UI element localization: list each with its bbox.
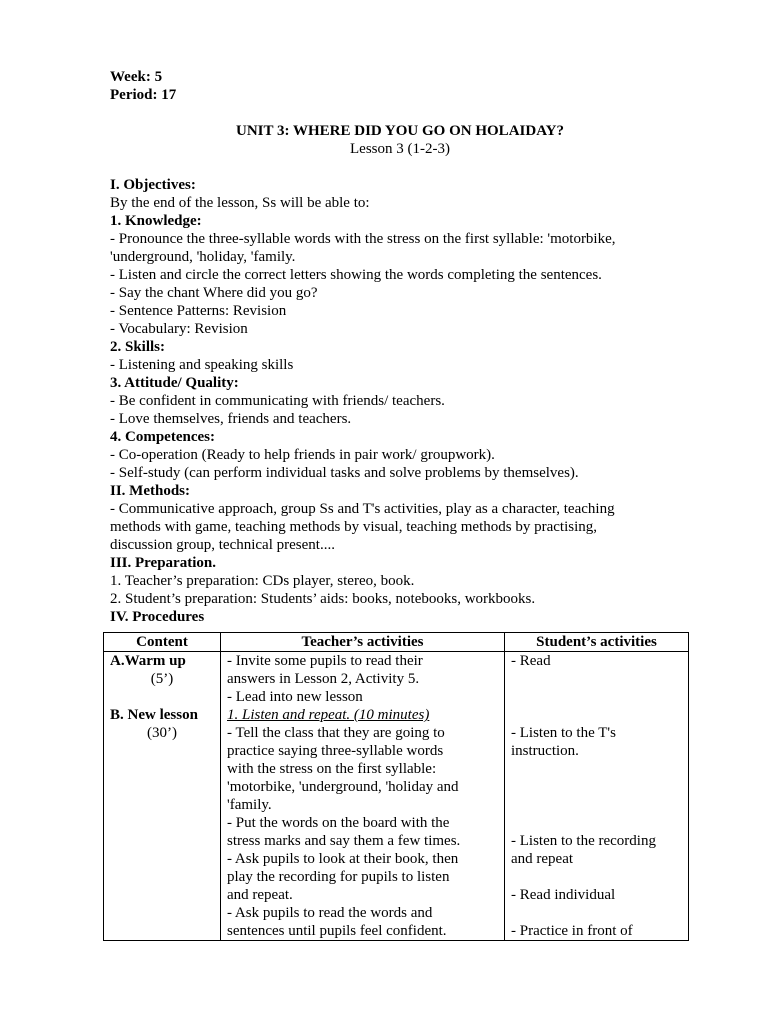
teacher-line: 'family. xyxy=(227,797,272,813)
newlesson-time: (30’) xyxy=(147,725,177,741)
methods-line: - Communicative approach, group Ss and T's activities, play as a character, teaching xyxy=(110,501,615,517)
teacher-line: - Ask pupils to look at their book, then xyxy=(227,851,459,867)
knowledge-heading: 1. Knowledge: xyxy=(110,213,202,229)
teacher-line: - Put the words on the board with the xyxy=(227,815,450,831)
teacher-line: play the recording for pupils to listen xyxy=(227,869,450,885)
column-header-student: Student’s activities xyxy=(505,633,689,652)
knowledge-item: - Say the chant Where did you go? xyxy=(110,285,318,301)
student-line xyxy=(511,706,682,724)
competences-heading: 4. Competences: xyxy=(110,429,215,445)
student-line: - Read individual xyxy=(511,887,616,903)
teacher-line: with the stress on the first syllable: xyxy=(227,761,437,777)
student-cell xyxy=(505,652,689,941)
knowledge-item: - Listen and circle the correct letters showing the words completing the sentences. xyxy=(110,267,602,283)
objectives-intro: By the end of the lesson, Ss will be able to: xyxy=(110,195,370,211)
attitude-item: - Be confident in communicating with friends/ teachers. xyxy=(110,393,445,409)
knowledge-item: - Sentence Patterns: Revision xyxy=(110,303,287,319)
warmup-label: A.Warm up xyxy=(110,653,186,669)
student-line: - Practice in front of xyxy=(511,923,633,939)
teacher-line: - Ask pupils to read the words and xyxy=(227,905,433,921)
teacher-line: answers in Lesson 2, Activity 5. xyxy=(227,671,420,687)
student-line xyxy=(511,904,682,922)
procedures-heading: IV. Procedures xyxy=(110,609,205,625)
student-line xyxy=(511,760,682,778)
week-label: Week: 5 xyxy=(110,69,163,85)
table-row xyxy=(104,652,689,941)
skills-item: - Listening and speaking skills xyxy=(110,357,294,373)
knowledge-item: - Pronounce the three-syllable words with the stress on the first syllable: 'motorbike, xyxy=(110,231,616,247)
student-line: - Read xyxy=(511,653,551,669)
student-line xyxy=(511,670,682,688)
column-header-content: Content xyxy=(104,633,221,652)
procedures-table xyxy=(103,632,689,941)
student-line: - Listen to the T's xyxy=(511,725,616,741)
teacher-line: and repeat. xyxy=(227,887,293,903)
teacher-line: practice saying three-syllable words xyxy=(227,743,444,759)
attitude-item: - Love themselves, friends and teachers. xyxy=(110,411,352,427)
lesson-subtitle: Lesson 3 (1-2-3) xyxy=(350,141,450,157)
preparation-line: 2. Student’s preparation: Students’ aids: books, notebooks, workbooks. xyxy=(110,591,536,607)
student-line: and repeat xyxy=(511,851,574,867)
preparation-line: 1. Teacher’s preparation: CDs player, stereo, book. xyxy=(110,573,415,589)
newlesson-label: B. New lesson xyxy=(110,707,198,723)
student-line xyxy=(511,796,682,814)
spacer xyxy=(110,688,214,706)
column-header-teacher: Teacher’s activities xyxy=(221,633,505,652)
student-line xyxy=(511,778,682,796)
teacher-line: - Tell the class that they are going to xyxy=(227,725,445,741)
lesson-plan-page xyxy=(110,68,690,626)
student-line xyxy=(511,868,682,886)
methods-heading: II. Methods: xyxy=(110,483,191,499)
teacher-cell xyxy=(221,652,505,941)
teacher-line: stress marks and say them a few times. xyxy=(227,833,461,849)
student-line xyxy=(511,814,682,832)
methods-line: discussion group, technical present.... xyxy=(110,537,335,553)
student-line xyxy=(511,688,682,706)
competences-item: - Co-operation (Ready to help friends in pair work/ groupwork). xyxy=(110,447,495,463)
knowledge-item: - Vocabulary: Revision xyxy=(110,321,248,337)
knowledge-item: 'underground, 'holiday, 'family. xyxy=(110,249,296,265)
student-line: - Listen to the recording xyxy=(511,833,656,849)
unit-title: UNIT 3: WHERE DID YOU GO ON HOLAIDAY? xyxy=(236,123,564,139)
activity-heading: 1. Listen and repeat. (10 minutes) xyxy=(227,707,430,723)
teacher-line: - Invite some pupils to read their xyxy=(227,653,423,669)
period-label: Period: 17 xyxy=(110,87,177,103)
teacher-line: - Lead into new lesson xyxy=(227,689,363,705)
methods-line: methods with game, teaching methods by visual, teaching methods by practising, xyxy=(110,519,597,535)
teacher-line: sentences until pupils feel confident. xyxy=(227,923,447,939)
content-cell xyxy=(104,652,221,941)
skills-heading: 2. Skills: xyxy=(110,339,166,355)
competences-item: - Self-study (can perform individual tasks and solve problems by themselves). xyxy=(110,465,579,481)
preparation-heading: III. Preparation. xyxy=(110,555,216,571)
attitude-heading: 3. Attitude/ Quality: xyxy=(110,375,239,391)
table-header-row xyxy=(104,633,689,652)
student-line: instruction. xyxy=(511,743,579,759)
teacher-line: 'motorbike, 'underground, 'holiday and xyxy=(227,779,459,795)
objectives-heading: I. Objectives: xyxy=(110,177,196,193)
warmup-time: (5’) xyxy=(150,671,174,687)
